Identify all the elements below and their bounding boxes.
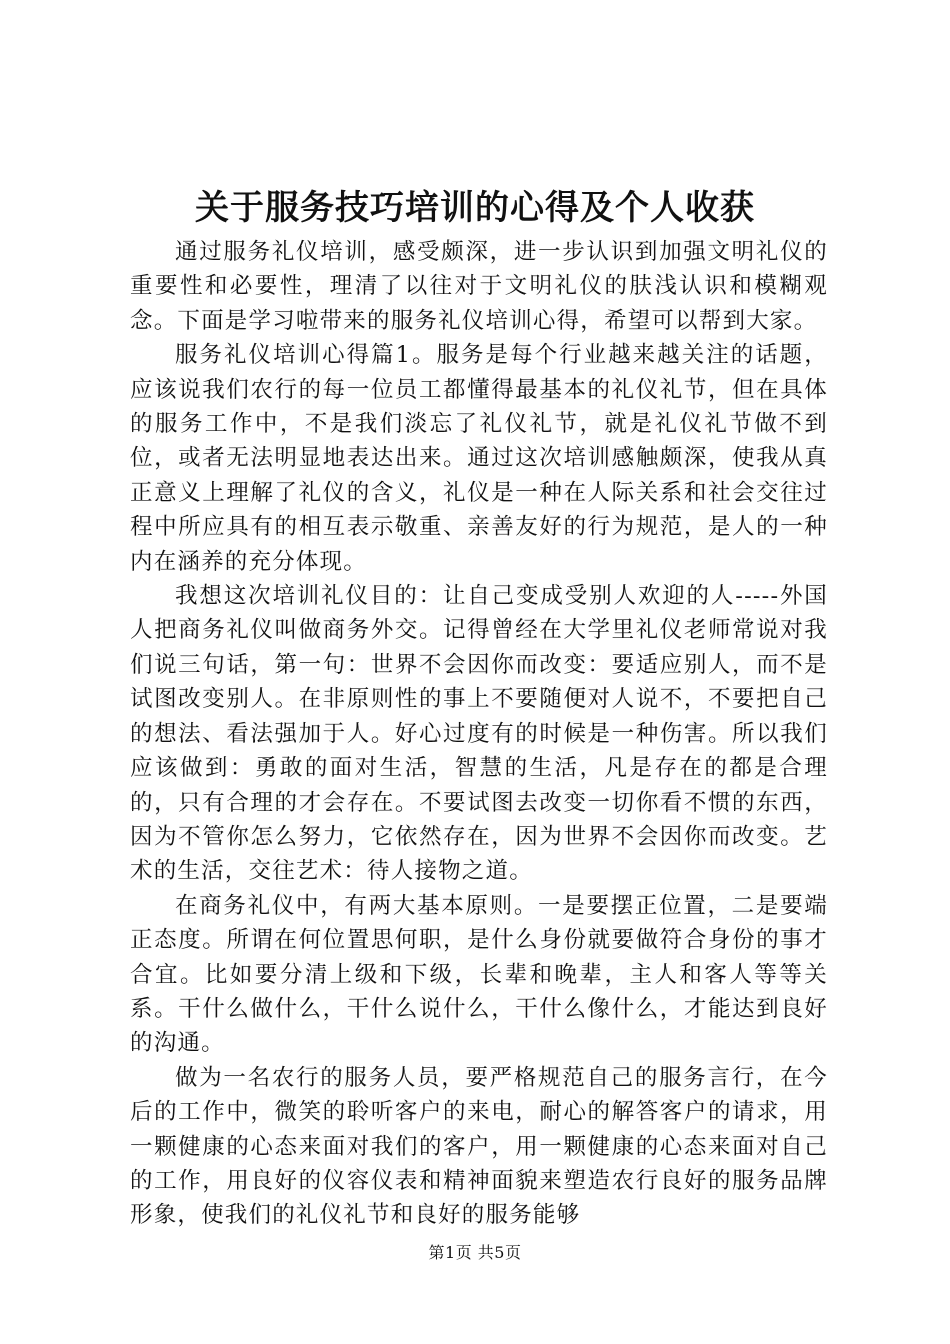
paragraph-intro: 通过服务礼仪培训，感受颇深，进一步认识到加强文明礼仪的重要性和必要性，理清了以往对于文明礼仪的肤浅认识和模糊观念。下面是学习啦带来的服务礼仪培训心得，希望可以帮到大家。 bbox=[130, 239, 828, 334]
paragraph-4: 做为一名农行的服务人员，要严格规范自己的服务言行，在今后的工作中，微笑的聆听客户的来电，耐心的解答客户的请求，用一颗健康的心态来面对我们的客户，用一颗健康的心态来面对自己的工作，用良好的仪容仪表和精神面貌来塑造农行良好的服务品牌形象，使我们的礼仪礼节和良好的服务能够 bbox=[130, 1064, 828, 1229]
paragraph-2: 我想这次培训礼仪目的：让自己变成受别人欢迎的人-----外国人把商务礼仪叫做商务外交。记得曾经在大学里礼仪老师常说对我们说三句话，第一句：世界不会因你而改变：要适应别人，而不是试图改变别人。在非原则性的事上不要随便对人说不，不要把自己的想法、看法强加于人。好心过度有的时候是一种伤害。所以我们应该做到：勇敢的面对生活，智慧的生活，凡是存在的都是合理的，只有合理的才会存在。不要试图去改变一切你看不惯的东西，因为不管你怎么努力，它依然存在，因为世界不会因你而改变。艺术的生活，交往艺术：待人接物之道。 bbox=[130, 583, 828, 885]
paragraph-1: 服务礼仪培训心得篇1。服务是每个行业越来越关注的话题，应该说我们农行的每一位员工都懂得最基本的礼仪礼节，但在具体的服务工作中，不是我们淡忘了礼仪礼节，就是礼仪礼节做不到位，或者无法明显地表达出来。通过这次培训感触颇深，使我从真正意义上理解了礼仪的含义，礼仪是一种在人际关系和社会交往过程中所应具有的相互表示敬重、亲善友好的行为规范，是人的一种内在涵养的充分体现。 bbox=[130, 342, 828, 575]
document-title: 关于服务技巧培训的心得及个人收获 bbox=[195, 188, 755, 228]
paragraph-3: 在商务礼仪中，有两大基本原则。一是要摆正位置，二是要端正态度。所谓在何位置思何职，是什么身份就要做符合身份的事才合宜。比如要分清上级和下级，长辈和晚辈，主人和客人等等关系。干什么做什么，干什么说什么，干什么像什么，才能达到良好的沟通。 bbox=[130, 892, 828, 1057]
document-body bbox=[130, 235, 828, 1233]
page-footer: 第1页 共5页 bbox=[428, 1243, 522, 1262]
